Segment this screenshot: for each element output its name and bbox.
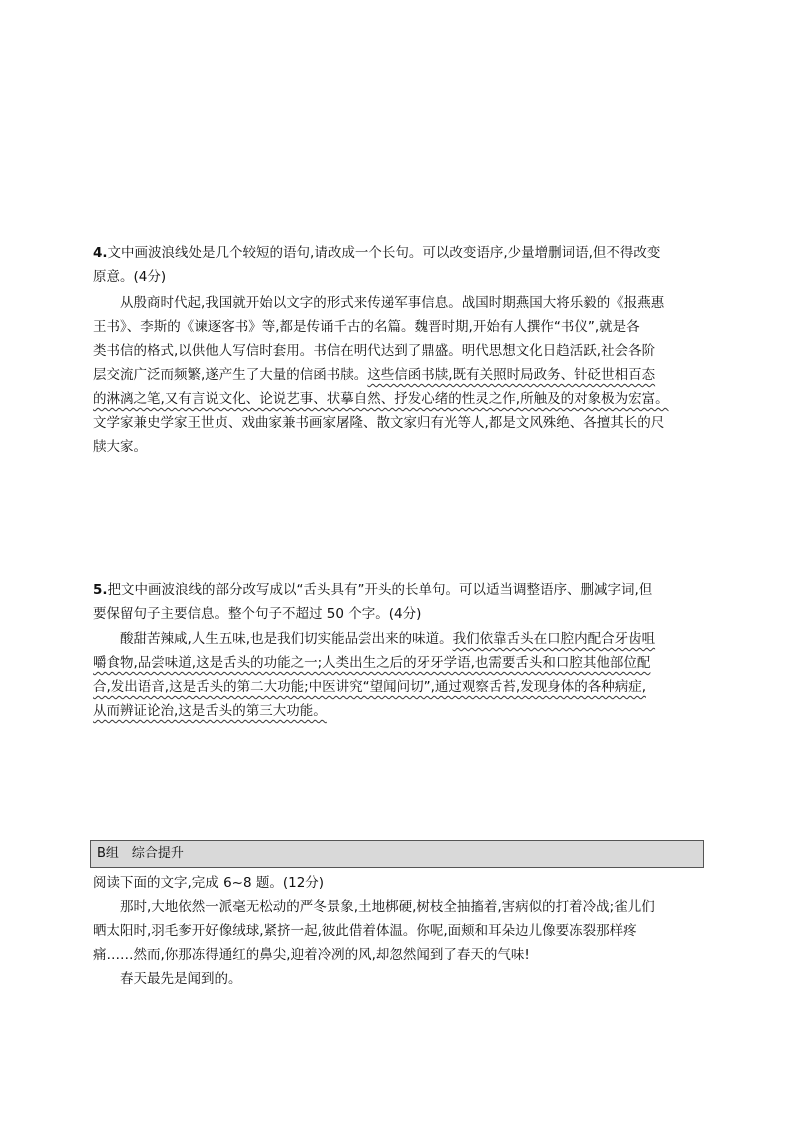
q4-wavy-text-a: 这些信函书牍,既有关照时局政务、针砭世相百态	[367, 367, 656, 383]
q4-prompt-line2: 原意。(4分)	[93, 269, 167, 285]
reading-line1: 那时,大地依然一派毫无松动的严冬景象,土地梆硬,树枝全抽搐着,害病似的打着冷战;雀儿们	[120, 899, 655, 915]
q4-passage-line5	[93, 387, 733, 411]
q4-number: 4.	[93, 245, 108, 261]
q5-passage-line1-plain: 酸甜苦辣咸,人生五味,也是我们切实能品尝出来的味道。	[120, 631, 453, 647]
q5-wavy-text-d: 从而辨证论治,这是舌头的第三大功能。	[93, 703, 327, 719]
q5-prompt-line1	[93, 578, 733, 602]
q5-passage-line2	[93, 651, 733, 675]
q5-prompt-text: 把文中画波浪线的部分改写成以“舌头具有”开头的长单句。可以适当调整语序、删减字词,但	[107, 582, 653, 598]
reading-line4: 春天最先是闻到的。	[120, 971, 242, 987]
q5-wavy-text-b: 嚼食物,品尝味道,这是舌头的功能之一;人类出生之后的牙牙学语,也需要舌头和口腔其他部位配	[93, 655, 651, 671]
q5-number: 5.	[93, 582, 108, 598]
reading-line2: 晒太阳时,羽毛奓开好像绒球,紧挤一起,彼此借着体温。你呢,面颊和耳朵边儿像要冻裂那样疼	[93, 923, 637, 939]
q5-prompt-line2: 要保留句子主要信息。整个句子不超过 50 个字。(4分)	[93, 606, 422, 622]
reading-line3: 痛……然而,你那冻得通红的鼻尖,迎着冷冽的风,却忽然闻到了春天的气味!	[93, 947, 530, 963]
q4-passage-line6: 文学家兼史学家王世贞、戏曲家兼书画家屠隆、散文家归有光等人,都是文风殊绝、各擅其长的尺	[93, 415, 665, 431]
q4-passage-line4	[93, 363, 733, 387]
q5-passage-line3	[93, 675, 733, 699]
q4-prompt-line1	[93, 241, 733, 265]
q4-wavy-text-b: 的淋漓之笔,又有言说文化、论说艺事、状摹自然、抒发心绪的性灵之作,所触及的对象极为宏富。	[93, 391, 669, 407]
q4-passage-line1: 从殷商时代起,我国就开始以文字的形式来传递军事信息。战国时期燕国大将乐毅的《报燕惠	[120, 295, 665, 311]
q5-wavy-text-a: 我们依靠舌头在口腔内配合牙齿咀	[452, 631, 656, 647]
section-b-title: B组 综合提升	[97, 846, 184, 861]
reading-intro: 阅读下面的文字,完成 6~8 题。(12分)	[93, 875, 325, 891]
q5-wavy-text-c: 合,发出语音,这是舌头的第二大功能;中医讲究“望闻问切”,通过观察舌苔,发现身体的各种病症,	[93, 679, 646, 695]
q4-passage-line7: 牍大家。	[93, 439, 147, 455]
q4-passage-line3: 类书信的格式,以供他人写信时套用。书信在明代达到了鼎盛。明代思想文化日趋活跃,社会各阶	[93, 343, 656, 359]
q4-passage-line2: 王书》、李斯的《谏逐客书》等,都是传诵千古的名篇。魏晋时期,开始有人撰作“书仪”,就是各	[93, 319, 640, 335]
q4-prompt-text: 文中画波浪线处是几个较短的语句,请改成一个长句。可以改变语序,少量增删词语,但不得改变	[107, 245, 661, 261]
q4-passage-line4-plain: 层交流广泛而频繁,遂产生了大量的信函书牍。	[93, 367, 368, 383]
q5-passage-line4	[93, 699, 733, 723]
q5-passage-line1	[120, 627, 720, 651]
section-b-header	[90, 840, 704, 868]
